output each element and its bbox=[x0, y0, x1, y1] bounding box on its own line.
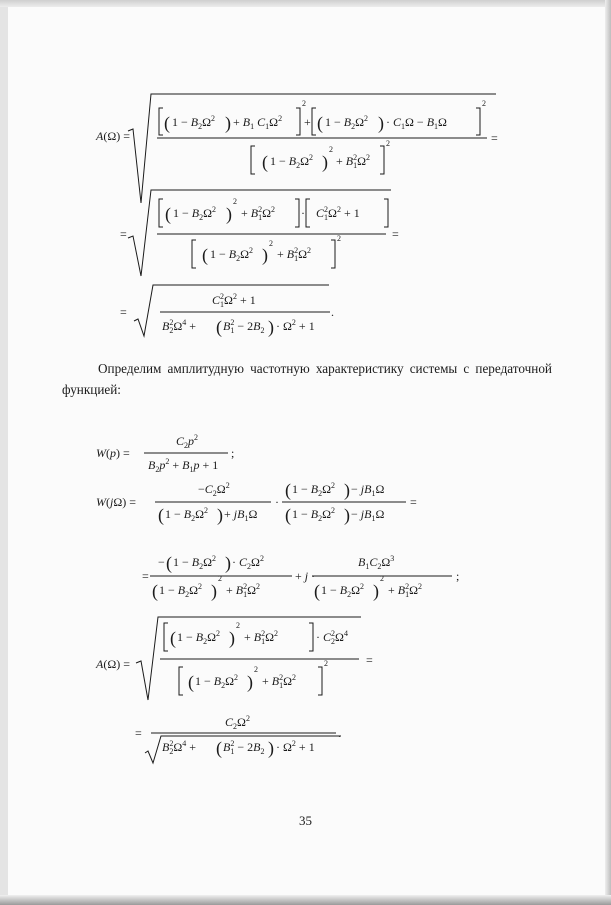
eq-A2-line1-text bbox=[95, 621, 373, 693]
svg-text:2: 2 bbox=[269, 239, 273, 248]
svg-text:· Ω2 + 1: · $\Omega^2 + 1$ bbox=[276, 318, 315, 333]
eq-A-line2-text bbox=[120, 197, 399, 266]
svg-text:.: . bbox=[331, 305, 334, 319]
svg-text:+ B21Ω2: + $B^2$ $1\Omega^2$ bbox=[336, 153, 371, 170]
svg-text:): ) bbox=[217, 505, 223, 525]
svg-text:): ) bbox=[225, 553, 231, 573]
svg-text:+ jB1Ω: + $jB_1\Omega$ bbox=[224, 507, 258, 523]
svg-text:2: 2 bbox=[329, 145, 333, 154]
svg-text:=: = bbox=[135, 726, 142, 740]
eq-W-jOmega-split-text bbox=[142, 553, 459, 602]
svg-text:1 − B2Ω2: $1 - B_2\Omega^2$ bbox=[159, 582, 203, 599]
svg-text:C2p2: $C_2p^2$ bbox=[176, 433, 199, 450]
svg-text:+ j ·: + j · bbox=[295, 569, 316, 583]
svg-text:+ B21Ω2: + $B^2$ $1\Omega^2$ bbox=[226, 582, 261, 599]
svg-text:): ) bbox=[322, 152, 328, 172]
svg-text:(: ( bbox=[317, 113, 323, 133]
svg-text:=: = bbox=[120, 227, 127, 241]
svg-text:.: . bbox=[338, 726, 341, 740]
svg-text:(: ( bbox=[170, 628, 176, 648]
svg-text:−: − bbox=[158, 555, 165, 569]
svg-text:(: ( bbox=[216, 317, 222, 337]
svg-text:1 − B2Ω2: $1 - B_2\Omega^2$ bbox=[173, 554, 217, 571]
svg-text:1 − B2Ω2: $1 - B_2\Omega^2$ bbox=[292, 506, 336, 523]
eq-W-jOmega-text bbox=[96, 480, 417, 526]
svg-text:· C22Ω4: · $C^2$ $2\Omega^4$ bbox=[316, 629, 348, 646]
svg-text:;: ; bbox=[456, 569, 460, 583]
svg-text:): ) bbox=[225, 113, 231, 133]
eq-A-line1-text bbox=[95, 99, 498, 173]
svg-text:·: · bbox=[275, 495, 279, 509]
svg-text:A(Ω) =: A(Ω) = bbox=[96, 129, 131, 143]
svg-text:·: · bbox=[301, 206, 305, 220]
svg-text:− jB1Ω: − $jB_1\Omega$ bbox=[351, 482, 385, 498]
svg-text:2: 2 bbox=[380, 574, 384, 583]
svg-text:(: ( bbox=[285, 480, 291, 500]
svg-text:B1C2Ω3: $B_1C_2\Omega^3$ bbox=[358, 554, 395, 571]
svg-text:A(Ω) =: A(Ω) = bbox=[96, 657, 131, 671]
page-number: 35 bbox=[299, 813, 312, 828]
svg-text:): ) bbox=[211, 581, 217, 601]
svg-text:B22Ω4 +: $B^2$ $2\Omega^4$ + bbox=[162, 739, 197, 756]
svg-text:=: = bbox=[491, 131, 498, 145]
svg-text:2: 2 bbox=[254, 665, 258, 674]
svg-text:+ B21Ω2: + $B^2$ $1\Omega^2$ bbox=[241, 205, 276, 222]
eq-A-line2 bbox=[128, 190, 391, 276]
svg-text:B2p2 + B1p + 1: $B_2p^2 + B_1p + 1$ bbox=[148, 457, 219, 474]
body-paragraph: Определим амплитудную частотную характеристику системы с передаточной функцией: bbox=[62, 361, 552, 397]
svg-text:B21 − 2B2: $B^2$ $1 - 2B_2$ bbox=[223, 739, 265, 756]
svg-text:): ) bbox=[268, 317, 274, 337]
svg-text:(: ( bbox=[216, 738, 222, 758]
svg-text:(: ( bbox=[165, 204, 171, 224]
svg-text:(: ( bbox=[285, 505, 291, 525]
eq-A-line3-text bbox=[120, 292, 334, 338]
svg-text:1 − B2Ω2: $1 - B_2\Omega^2$ bbox=[321, 582, 365, 599]
svg-text:−C2Ω2: $-C_2\Omega^2$ bbox=[198, 481, 230, 498]
svg-text:(: ( bbox=[314, 581, 320, 601]
svg-text:B21 − 2B2: $B^2$ $1 - 2B_2$ bbox=[223, 318, 265, 335]
svg-text:+ B21Ω2: + $B^2$ $1\Omega^2$ bbox=[277, 246, 312, 263]
svg-text:1 − B2Ω2: $1 - B_2\Omega^2$ bbox=[165, 506, 209, 523]
svg-text:(: ( bbox=[262, 152, 268, 172]
svg-text:2: 2 bbox=[302, 99, 306, 108]
svg-text:=: = bbox=[120, 305, 127, 319]
svg-text:1 − B2Ω2: $1 - B_2\Omega^2$ bbox=[195, 673, 239, 690]
svg-text:C21Ω2 + 1: $C^2$ $1\Omega^2 + 1$ bbox=[212, 292, 256, 309]
svg-text:1 − B2Ω2: $1 - B_2\Omega^2$ bbox=[270, 153, 314, 170]
svg-text:2: 2 bbox=[337, 234, 341, 243]
svg-text:+ B1 C1Ω2: + $B_1$ $C_1\Omega^2$ bbox=[233, 114, 283, 131]
svg-text:W(p) =: W(p) = bbox=[96, 446, 130, 460]
svg-text:): ) bbox=[226, 204, 232, 224]
svg-text:): ) bbox=[262, 245, 268, 265]
svg-text:2: 2 bbox=[482, 99, 486, 108]
svg-text:;: ; bbox=[231, 446, 235, 460]
svg-text:(: ( bbox=[152, 581, 158, 601]
svg-text:+ B21Ω2: + $B^2$ $1\Omega^2$ bbox=[388, 582, 423, 599]
svg-text:+: + bbox=[304, 115, 311, 129]
svg-text:): ) bbox=[378, 113, 384, 133]
svg-text:1 − B2Ω2: $1 - B_2\Omega^2$ bbox=[292, 481, 336, 498]
svg-text:): ) bbox=[344, 505, 350, 525]
svg-text:· Ω2 + 1: · $\Omega^2 + 1$ bbox=[276, 739, 315, 754]
svg-text:=: = bbox=[366, 653, 373, 667]
svg-text:): ) bbox=[373, 581, 379, 601]
svg-text:C2Ω2: $C_2\Omega^2$ bbox=[225, 714, 250, 731]
svg-text:2: 2 bbox=[218, 574, 222, 583]
svg-text:=: = bbox=[142, 569, 149, 583]
svg-text:1 − B2Ω2: $1 - B_2\Omega^2$ bbox=[210, 246, 254, 263]
svg-text:2: 2 bbox=[236, 621, 240, 630]
svg-text:· C2Ω2: · $C_2\Omega^2$ bbox=[232, 554, 264, 571]
svg-text:2: 2 bbox=[386, 139, 390, 148]
svg-text:): ) bbox=[268, 738, 274, 758]
svg-text:(: ( bbox=[164, 113, 170, 133]
svg-text:1 − B2Ω2: $1 - B_2\Omega^2$ bbox=[325, 114, 369, 131]
svg-text:1 − B2Ω2: $1 - B_2\Omega^2$ bbox=[173, 205, 217, 222]
svg-text:2: 2 bbox=[233, 197, 237, 206]
svg-text:+ B21Ω2: + $B^2$ $1\Omega^2$ bbox=[262, 673, 297, 690]
svg-text:· C1Ω − B1Ω: · $C_1\Omega - B_1\Omega$ bbox=[386, 115, 447, 131]
svg-text:1 − B2Ω2: $1 - B_2\Omega^2$ bbox=[172, 114, 216, 131]
svg-text:(: ( bbox=[188, 672, 194, 692]
svg-text:): ) bbox=[229, 628, 235, 648]
svg-text:1 − B2Ω2: $1 - B_2\Omega^2$ bbox=[177, 629, 221, 646]
svg-text:): ) bbox=[344, 480, 350, 500]
svg-text:B22Ω4 +: $B^2$ $2\Omega^4$ + bbox=[162, 318, 197, 335]
svg-text:): ) bbox=[247, 672, 253, 692]
svg-text:− jB1Ω: − $jB_1\Omega$ bbox=[351, 507, 385, 523]
svg-text:(: ( bbox=[166, 553, 172, 573]
svg-text:2: 2 bbox=[324, 659, 328, 668]
svg-text:(: ( bbox=[202, 245, 208, 265]
svg-text:+ B21Ω2: + $B^2$ $1\Omega^2$ bbox=[244, 629, 279, 646]
eq-A-line1 bbox=[128, 94, 496, 203]
svg-text:=: = bbox=[392, 227, 399, 241]
svg-text:(: ( bbox=[158, 505, 164, 525]
svg-text:W(jΩ) =: W(jΩ) = bbox=[96, 495, 137, 509]
svg-text:C21Ω2 + 1: $C^2$ $1\Omega^2 + 1$ bbox=[316, 205, 360, 222]
svg-text:=: = bbox=[410, 495, 417, 509]
